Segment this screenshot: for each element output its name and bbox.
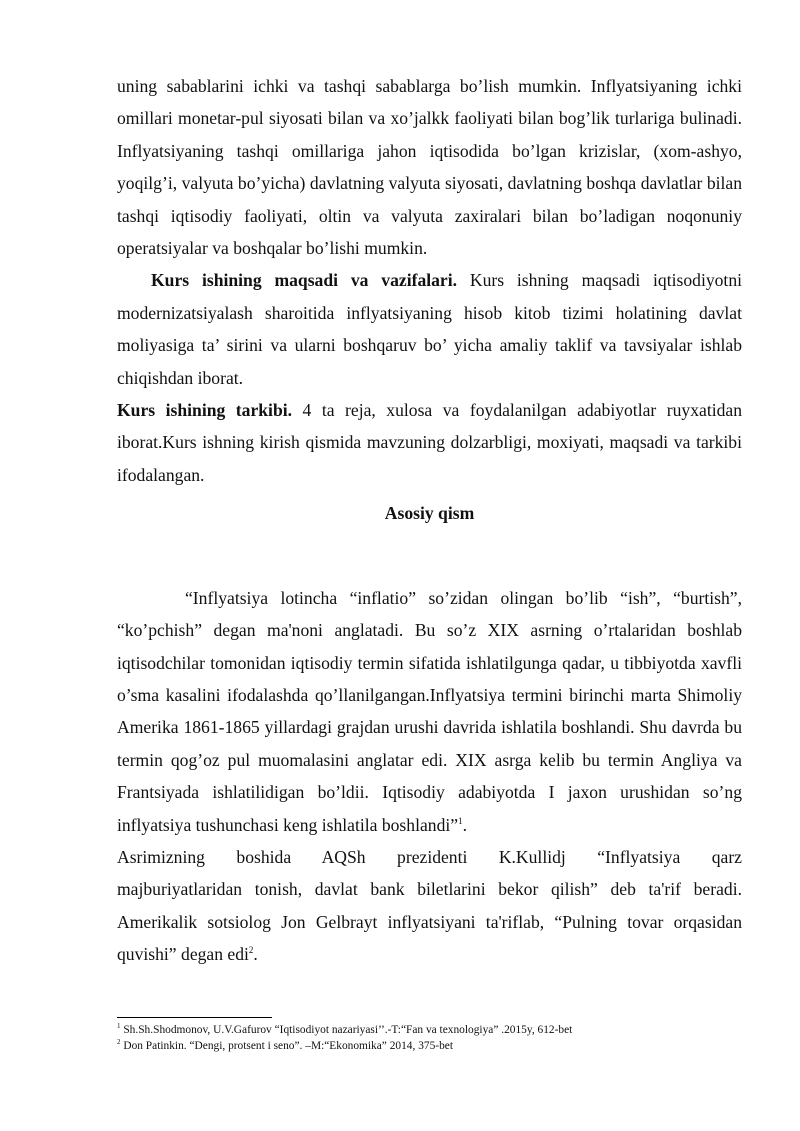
footnote-2: $^2$ Don Patinkin. “Dengi, protsent i seno”. –M:“Ekonomika” 2014, 375-bet <box>117 1037 453 1052</box>
aim-heading: Kurs ishining maqsadi va vazifalari. <box>151 270 458 291</box>
paragraph-structure <box>117 394 742 491</box>
page-body <box>117 70 742 971</box>
footnote-1: $^1$ Sh.Sh.Shodmonov, U.V.Gafurov “Iqtisodiyot nazariyasi’’.-T:“Fan va texnologiya” .2015y, 612-bet <box>117 1022 573 1036</box>
paragraph-causes: uning sabablarini ichki va tashqi sabablarga bo’lish mumkin. Inflyatsiyaning ichki omillari monetar-pul siyosati bilan va xo’jalkk faoliyati bilan bog’lik turlariga bulinadi. Inflyatsiyaning tashqi omillariga jahon iqtisodida bo’lgan krizislar, (xom-ashyo, yoqilg’i, valyuta bo’yicha) davlatning valyuta siyosati, davlatning boshqa davlatlar bilan tashqi iqtisodiy faoliyati, oltin va valyuta zaxiralari bilan bo’ladigan noqonuniy operatsiyalar va boshqalar bo’lishi mumkin. <box>117 76 742 259</box>
footnote-ref-2[interactable]: 2 <box>248 945 254 956</box>
footnotes <box>117 1023 742 1054</box>
aim-text: Kurs ishning maqsadi iqtisodiyotni modernizatsiyalash sharoitida inflyatsiyaning hisob kitob tizimi holatining davlat moliyasiga ta’ sirini va ularni boshqaruv bo’ yicha amaliy taklif va tavsiyalar ishlab chiqishdan iborat. <box>117 270 742 388</box>
paragraph-coolidge: majburiyatlaridan tonish, davlat bank biletlarini bekor qilish” deb ta'rif beradi. Amerikalik sotsiolog Jon Gelbrayt inflyatsiyani ta'riflab, “Pulning tovar orqasidan quvishi” degan edi$^2$. <box>117 879 742 965</box>
section-heading: Asosiy qism <box>384 503 475 524</box>
structure-text: 4 ta reja, xulosa va foydalanilgan adabiyotlar ruyxatidan iborat.Kurs ishning kirish qismida mavzuning dolzarbligi, moxiyati, maqsadi va tarkibi ifodalangan. <box>117 400 742 485</box>
footnote-ref-1[interactable]: 1 <box>458 815 463 826</box>
paragraph-definition: “Inflyatsiya lotincha “inflatio” so’zidan olingan bo’lib “ish”, “burtish”, “ko’pchish” degan ma'noni anglatadi. Bu so’z XIX asrning o’rtalaridan boshlab iqtisodchilar tomonidan iqtisodiy termin sifatida ishlatilgunga qadar, u tibbiyotda xavfli o’sma kasalini ifodalashda qo’llanilgangan.Inflyatsiya termini birinchi marta Shimoliy Amerika 1861-1865 yillardagi grajdan urushi davrida ishlatila boshlandi. Shu davrda bu termin qog’oz pul muomalasini anglatar edi. XIX asrga kelib bu termin Angliya va Frantsiyada ishlatilidigan bo’ldii. Iqtisodiy adabiyotda I jaxon urushidan so’ng inflyatsiya tushunchasi keng ishlatila boshlandi”$^1$. <box>117 587 742 835</box>
paragraph-aim <box>117 264 742 394</box>
definition-text: “Inflyatsiya lotincha “inflatio” so’zidan olingan bo’lib “ish”, “burtish”, “ko’pchish” degan ma'noni anglatadi. Bu so’z XIX asrning o’rtalaridan boshlab iqtisodchilar tomonidan iqtisodiy termin sifatida ishlatilgunga qadar, u tibbiyotda xavfli o’sma kasalini ifodalashda qo’llanilgangan.Inflyatsiya termini birinchi marta Shimoliy Amerika 1861-1865 yillardagi grajdan urushi davrida ishlatila boshlandi. Shu davrda bu termin qog’oz pul muomalasini anglatar edi. XIX asrga kelib bu termin Angliya va Frantsiyada ishlatilidigan bo’ldii. Iqtisodiy adabiyotda I jaxon urushidan so’ng inflyatsiya tushunchasi keng ishlatila boshlandi” <box>117 587 742 835</box>
coolidge-text: majburiyatlaridan tonish, davlat bank biletlarini bekor qilish” deb ta'rif beradi. Amerikalik sotsiolog Jon Gelbrayt inflyatsiyani ta'riflab, “Pulning tovar orqasidan quvishi” degan edi <box>117 879 742 965</box>
structure-heading: Kurs ishining tarkibi. <box>117 400 293 421</box>
paragraph-coolidge-line1: Asrimizning boshida AQSh prezidenti K.Kullidj “Inflyatsiya qarz <box>117 846 742 867</box>
footnote-divider <box>117 1017 272 1018</box>
